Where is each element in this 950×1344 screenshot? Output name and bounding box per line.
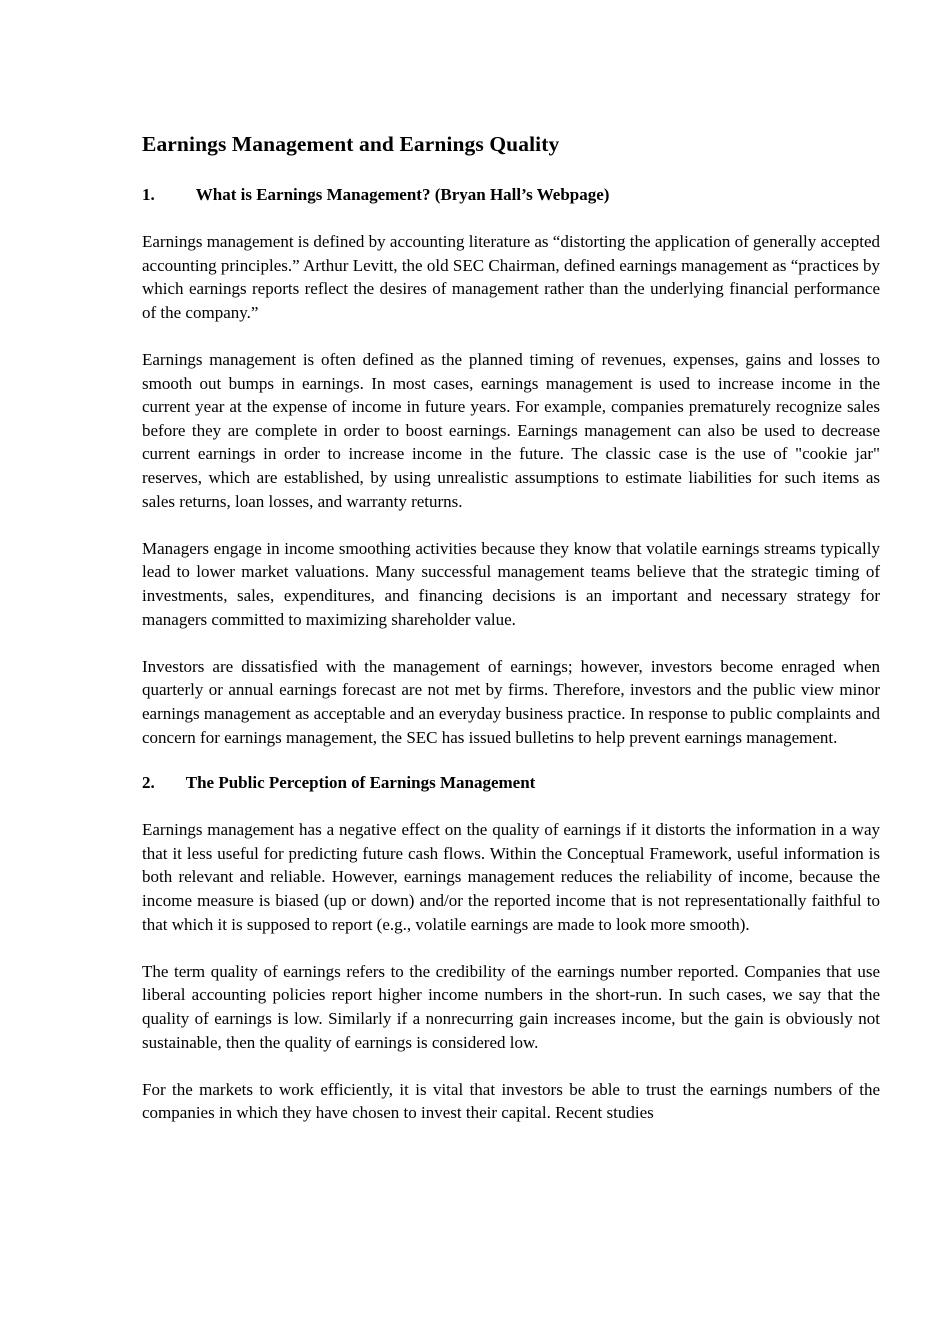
paragraph: For the markets to work efficiently, it is vital that investors be able to trust the earnings numbers of the companies in which they have chosen to invest their capital. Recent studies — [142, 1079, 880, 1123]
spacer — [142, 207, 880, 231]
paragraph: Managers engage in income smoothing activities because they know that volatile earnings streams typically lead to lower market valuations. Many successful management teams believe that the strategic timing of investments, sales, expenditures, and financing decisions is an important and necessary strategy for managers committed to maximizing shareholder value. — [142, 538, 880, 629]
spacer — [142, 795, 880, 819]
section-heading-2 — [142, 771, 880, 795]
section-number-1: 1. — [142, 185, 155, 204]
spacer — [142, 324, 880, 348]
spacer — [142, 749, 880, 771]
section-title-1: What is Earnings Management? (Bryan Hall’s Webpage) — [195, 185, 610, 204]
section-heading-1 — [142, 183, 880, 207]
paragraph: Investors are dissatisfied with the management of earnings; however, investors become enraged when quarterly or annual earnings forecast are not met by firms. Therefore, investors and the public view minor earnings management as acceptable and an everyday business practice. In response to public complaints and concern for earnings management, the SEC has issued bulletins to help prevent earnings management. — [142, 656, 880, 747]
spacer — [142, 157, 880, 183]
paragraph: Earnings management has a negative effect on the quality of earnings if it distorts the information in a way that it less useful for predicting future cash flows. Within the Conceptual Framework, useful information is both relevant and reliable. However, earnings management reduces the reliability of income, because the income measure is biased (up or down) and/or the reported income that is not representationally faithful to that which it is supposed to report (e.g., volatile earnings are made to look more smooth). — [142, 820, 880, 934]
paragraph: Earnings management is often defined as the planned timing of revenues, expenses, gains and losses to smooth out bumps in earnings. In most cases, earnings management is used to increase income in the current year at the expense of income in future years. For example, companies prematurely recognize sales before they are complete in order to boost earnings. Earnings management can also be used to decrease current earnings in order to increase income in the future. The classic case is the use of "cookie jar" reserves, which are established, by using unrealistic assumptions to estimate liabilities for such items as sales returns, loan losses, and warranty returns. — [142, 350, 880, 511]
spacer — [142, 936, 880, 960]
spacer — [142, 631, 880, 655]
section-title-2: The Public Perception of Earnings Management — [185, 773, 536, 793]
section-number-2: 2. — [142, 773, 155, 793]
page-title: Earnings Management and Earnings Quality — [142, 132, 560, 156]
spacer — [142, 1054, 880, 1078]
paragraph: The term quality of earnings refers to the credibility of the earnings number reported. Companies that use liberal accounting policies report higher income numbers in the short-run. In such cases, we say that the quality of earnings is low. Similarly if a nonrecurring gain increases income, but the gain is obviously not sustainable, then the quality of earnings is considered low. — [142, 961, 880, 1052]
spacer — [142, 513, 880, 537]
page-content — [142, 131, 880, 1125]
paragraph: Earnings management is defined by accounting literature as “distorting the application of generally accepted accounting principles.” Arthur Levitt, the old SEC Chairman, defined earnings management as “practices by which earnings reports reflect the desires of management rather than the underlying financial performance of the company.” — [142, 232, 880, 322]
